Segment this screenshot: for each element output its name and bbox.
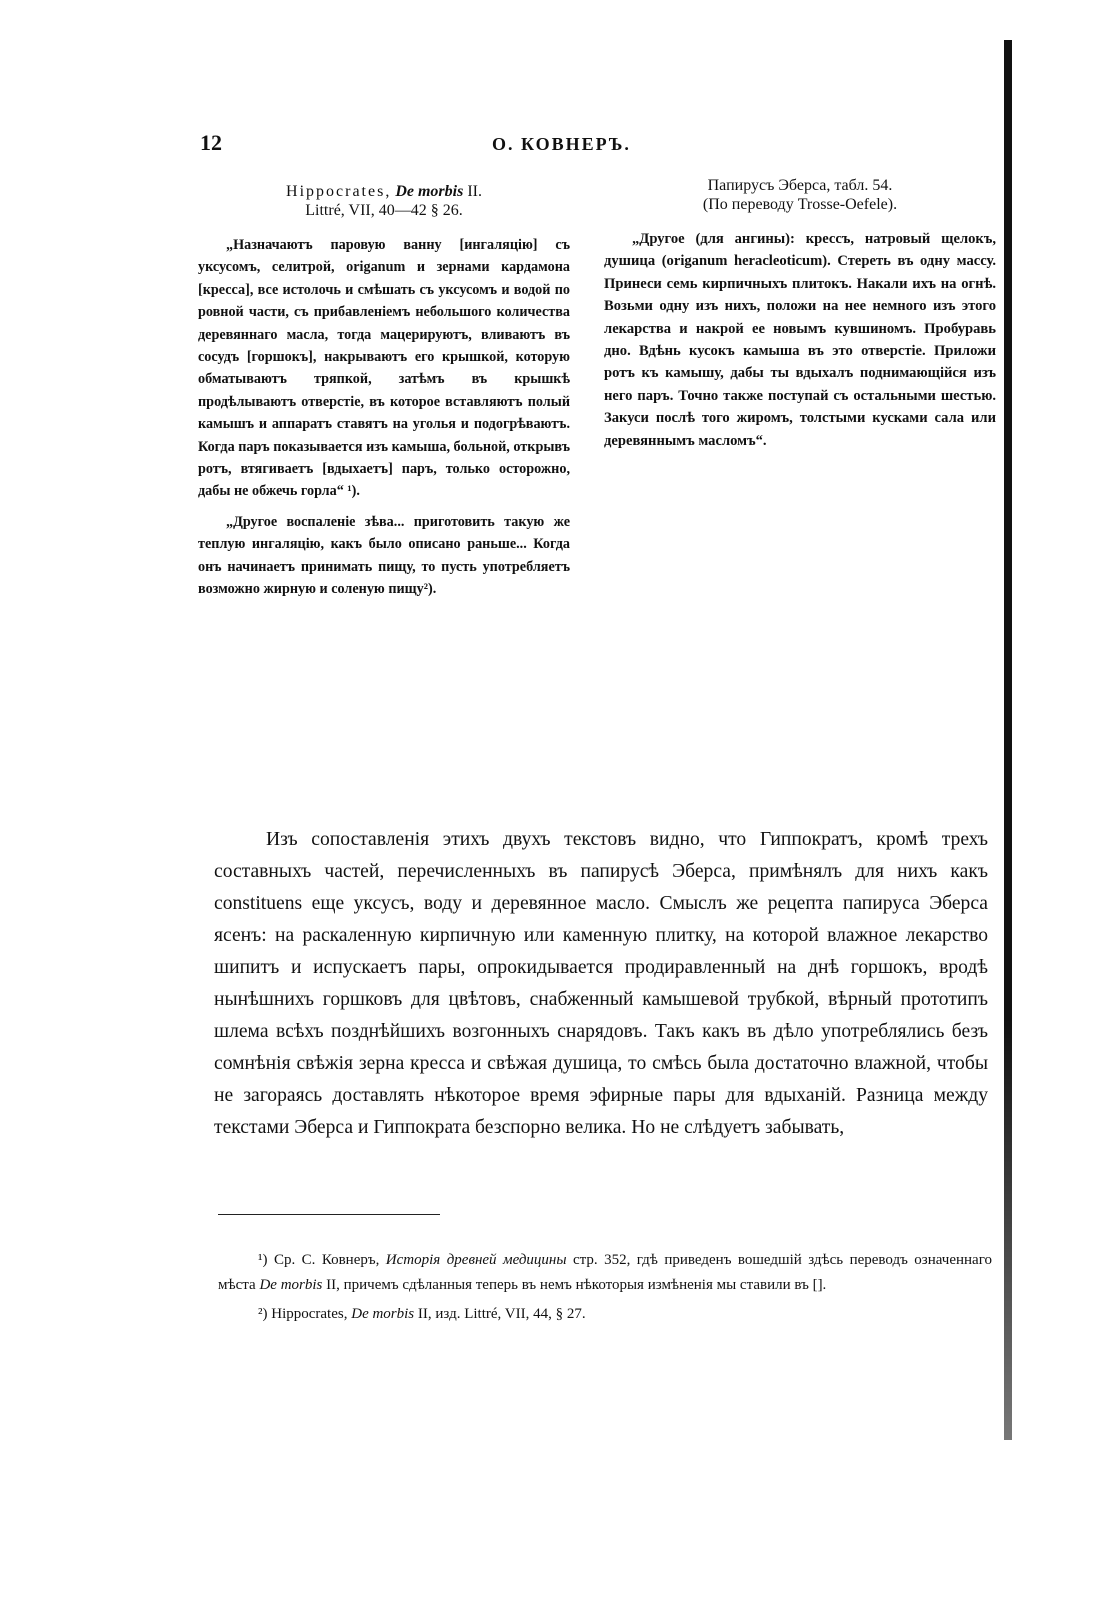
footnote-1-lead: Ср. С. Ковнеръ, (267, 1252, 386, 1268)
footnote-2-work: De morbis (351, 1306, 415, 1322)
left-column-hippocrates (198, 182, 570, 609)
left-paragraph-1: „Назначаютъ паровую ванну [ингаляцію] съ уксусомъ, селитрой, origanum и зернами кардамона [кресса], все истолочь и смѣшать съ уксусомъ и водой по ровной части, съ прибавленіемъ небольшого количества деревяннаго масла, тогда мацерируютъ, вливаютъ въ сосудъ [горшокъ], накрываютъ его крышкой, которую обматываютъ тряпкой, затѣмъ въ крышкѣ продѣлываютъ отверстіе, въ которое вставляютъ полый камышъ и аппаратъ ставятъ на уголья и подогрѣваютъ. Когда паръ показывается изъ камыша, больной, открывъ ротъ, втягиваетъ [вдыхаетъ] паръ, только осторожно, дабы не обжечь горла“ ¹). (198, 237, 570, 500)
page-number: 12 (200, 130, 222, 155)
footnote-2-lead: Hippocrates, (267, 1306, 352, 1322)
heading-reference: Littré, VII, 40—42 § 26. (305, 202, 463, 219)
page-edge-shadow (1004, 40, 1012, 1440)
footnote-1-tail: II, причемъ сдѣланныя теперь въ немъ нѣкоторыя измѣненія мы ставили въ []. (322, 1277, 827, 1293)
footnote-2-tail: II, изд. Littré, VII, 44, § 27. (414, 1306, 586, 1322)
heading-title: Папирусъ Эберса, табл. 54. (707, 177, 893, 194)
footnote-2-marker: ²) (258, 1306, 268, 1322)
right-column-ebers-papyrus (604, 176, 996, 460)
heading-author: Hippocrates, (286, 183, 392, 200)
heading-book: II. (463, 183, 482, 200)
heading-work: De morbis (395, 183, 464, 200)
right-paragraph-1: „Другое (для ангины): крессъ, натровый щелокъ, душица (origanum heracleoticum). Стереть въ одну массу. Принеси семь кирпичныхъ плитокъ. Накали ихъ на огнѣ. Возьми одну изъ нихъ, положи на нее немного изъ этого лекарства и накрой ее новымъ кувшиномъ. Пробуравь дно. Вдѣнь кусокъ камыша въ это отверстіе. Приложи ротъ къ камышу, дабы ты вдыхалъ поднимающійся изъ него паръ. Точно также поступай съ остальными шестью. Закуси послѣ того жиромъ, толстыми кусками сала или деревяннымъ масломъ“. (604, 231, 996, 449)
right-column-heading (604, 176, 996, 214)
footnote-1 (218, 1248, 992, 1298)
footnote-divider (218, 1214, 440, 1215)
footnote-1-title: Исторія древней медицины (385, 1252, 567, 1268)
footnote-2 (218, 1302, 992, 1327)
footnote-1-marker: ¹) (258, 1252, 268, 1268)
footnote-1-mid: стр. 352, гдѣ приведенъ вошедшій здѣсь переводъ означеннаго мѣста (218, 1252, 992, 1293)
running-title: О. КОВНЕРЪ. (492, 134, 631, 154)
footnote-1-work: De morbis (259, 1277, 323, 1293)
body-paragraph: Изъ сопоставленія этихъ двухъ текстовъ видно, что Гиппократъ, кромѣ трехъ составныхъ частей, перечисленныхъ въ папирусѣ Эберса, примѣнялъ для нихъ какъ constituens еще уксусъ, воду и деревянное масло. Смыслъ же рецепта папируса Эберса ясенъ: на раскаленную кирпичную или каменную плитку, на которой влажное лекарство шипитъ и испускаетъ пары, опрокидывается продиравленный на днѣ горшокъ, вродѣ нынѣшнихъ горшковъ для цвѣтовъ, снабженный камышевой трубкой, вѣрный прототипъ шлема всѣхъ позднѣйшихъ возгонныхъ снарядовъ. Такъ какъ въ дѣло употреблялись безъ сомнѣнія свѣжія зерна кресса и свѣжая душица, то смѣсь была достаточно влажной, чтобы не загораясь доставлять нѣкоторое время эфирные пары для вдыханій. Разница между текстами Эберса и Гиппократа безспорно велика. Но не слѣдуетъ забывать, (214, 829, 988, 1138)
footnotes (218, 1248, 992, 1331)
left-paragraph-2: „Другое воспаленіе зѣва... приготовить такую же теплую ингаляцію, какъ было описано раньше... Когда онъ начинаетъ принимать пищу, то пусть употребляетъ возможно жирную и соленую пищу²). (198, 513, 570, 598)
heading-subtitle: (По переводу Trosse-Oefele). (702, 196, 898, 213)
left-column-heading (198, 182, 570, 220)
